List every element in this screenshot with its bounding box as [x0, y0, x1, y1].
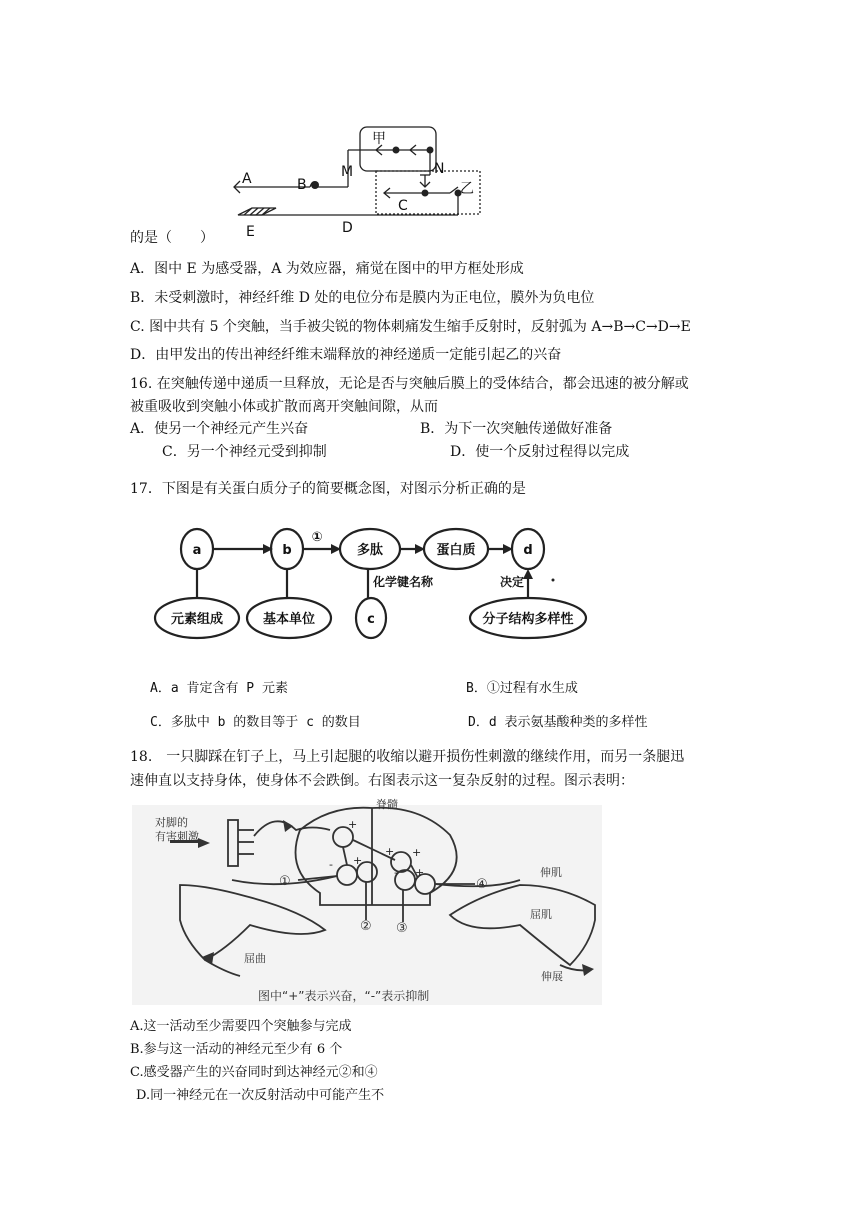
- q15-option-b: B．未受刺激时，神经纤维 D 处的电位分布是膜内为正电位，膜外为负电位: [130, 290, 595, 306]
- q15-option-c: C. 图中共有 5 个突触，当手被尖锐的物体刺痛发生缩手反射时，反射弧为 A→B→C→D→E: [130, 319, 691, 335]
- q17-option-b: B．①过程有水生成: [466, 681, 578, 696]
- q15-option-a: A．图中 E 为感受器，A 为效应器，痛觉在图中的甲方框处形成: [130, 261, 524, 277]
- q18-option-b: B.参与这一活动的神经元至少有 6 个: [130, 1042, 343, 1057]
- q18-option-a: A.这一活动至少需要四个突触参与完成: [130, 1019, 352, 1034]
- node-peptide: 多肽: [356, 543, 384, 558]
- svg-text:+: +: [385, 845, 395, 858]
- label-B: B: [297, 177, 307, 193]
- label-stimulus-2: 有害刺激: [155, 830, 199, 843]
- node-diversity: 分子结构多样性: [482, 612, 574, 627]
- q17-stem: 17．下图是有关蛋白质分子的简要概念图，对图示分析正确的是: [130, 481, 526, 497]
- label-bend: 屈曲: [244, 952, 266, 965]
- label-yi: 乙: [460, 181, 474, 197]
- q15-option-d: D．由甲发出的传出神经纤维末端释放的神经递质一定能引起乙的兴奋: [130, 347, 562, 363]
- label-neuron-3: ③: [396, 921, 408, 936]
- label-decide: 决定: [499, 575, 525, 589]
- svg-text:+: +: [412, 846, 422, 859]
- q17-option-d: D．d 表示氨基酸种类的多样性: [468, 715, 648, 730]
- q18-option-c: C.感受器产生的兴奋同时到达神经元②和④: [130, 1065, 378, 1080]
- svg-text:+: +: [415, 866, 425, 879]
- label-stimulus-1: 对脚的: [155, 816, 188, 829]
- step-1: ①: [311, 530, 323, 545]
- q17-option-c: C．多肽中 b 的数目等于 c 的数目: [150, 715, 361, 730]
- node-b: b: [282, 543, 292, 558]
- q18-option-d: D.同一神经元在一次反射活动中可能产生不: [136, 1088, 385, 1103]
- label-neuron-1: ①: [279, 874, 291, 889]
- label-N: N: [434, 161, 445, 177]
- node-elements: 元素组成: [170, 612, 224, 627]
- q16-stem-line1: 16. 在突触传递中递质一旦释放，无论是否与突触后膜上的受体结合，都会迅速的被分解或: [130, 376, 689, 392]
- label-A: A: [242, 171, 252, 187]
- q15-stem-tail: 的是（ ）: [130, 230, 214, 246]
- label-extensor: 伸肌: [540, 866, 562, 879]
- label-stretch: 伸展: [541, 970, 563, 983]
- figure-caption: 图中“+”表示兴奋，“-”表示抑制: [258, 989, 430, 1003]
- q16-option-d: D．使一个反射过程得以完成: [450, 444, 630, 460]
- q16-option-a: A．使另一个神经元产生兴奋: [130, 421, 309, 437]
- svg-text:+: +: [348, 818, 358, 831]
- label-jia: 甲: [372, 131, 386, 147]
- label-C: C: [398, 198, 408, 214]
- svg-text:-: -: [394, 866, 398, 879]
- label-spinal-cord: 脊髓: [376, 798, 398, 811]
- label-bond: 化学键名称: [372, 575, 434, 589]
- node-unit: 基本单位: [262, 612, 316, 627]
- node-d: d: [523, 543, 533, 558]
- node-protein: 蛋白质: [436, 543, 476, 558]
- label-flexor: 屈肌: [530, 908, 552, 921]
- svg-text:-: -: [329, 858, 333, 871]
- label-D: D: [342, 220, 353, 236]
- node-c: c: [367, 612, 375, 627]
- q16-option-c: C．另一个神经元受到抑制: [162, 444, 327, 460]
- label-E: E: [246, 224, 255, 240]
- q16-option-b: B．为下一次突触传递做好准备: [420, 421, 613, 437]
- label-M: M: [341, 164, 354, 180]
- q18-stem-line2: 速伸直以支持身体，使身体不会跌倒。右图表示这一复杂反射的过程。图示表明：: [130, 773, 634, 789]
- node-a: a: [192, 543, 202, 558]
- svg-text:+: +: [353, 854, 363, 867]
- q16-stem-line2: 被重吸收到突触小体或扩散而离开突触间隙，从而: [130, 399, 438, 415]
- label-neuron-4: ④: [476, 877, 488, 892]
- q17-option-a: A．a 肯定含有 P 元素: [150, 681, 288, 696]
- q18-stem-line1: 18. 一只脚踩在钉子上，马上引起腿的收缩以避开损伤性刺激的继续作用，而另一条腿迅: [130, 749, 685, 765]
- label-neuron-2: ②: [360, 919, 372, 934]
